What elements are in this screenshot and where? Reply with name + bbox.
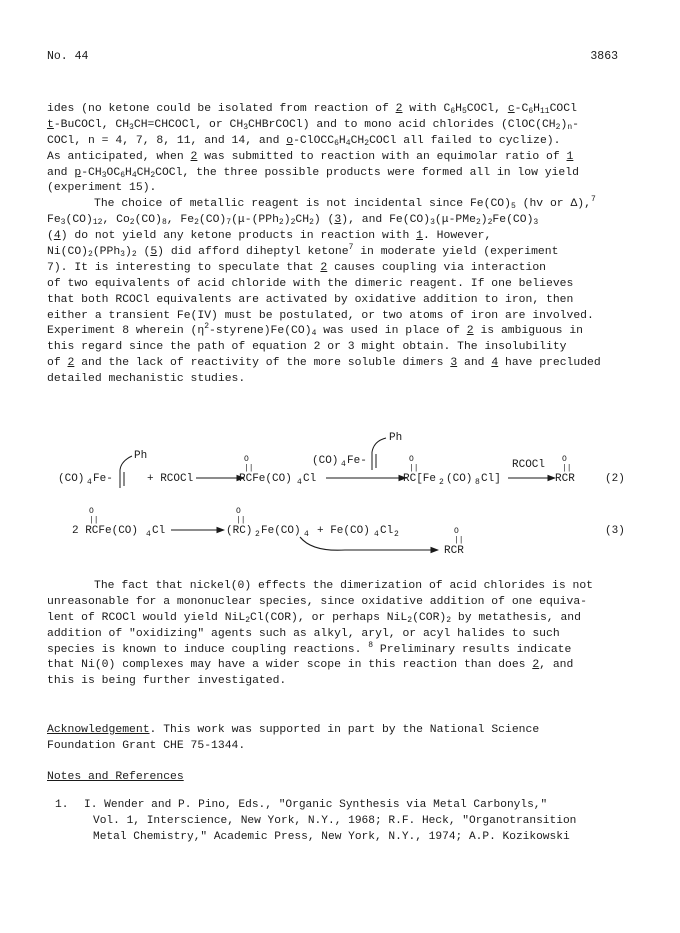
text-line: Acknowledgement. This work was supported in part by the National Science bbox=[47, 724, 540, 736]
text-line: that both RCOCl equivalents are activated by oxidative addition to iron, then bbox=[47, 293, 574, 306]
eq3-fe-sub: 4 bbox=[304, 530, 309, 539]
acknowledgement-title: Acknowledgement bbox=[47, 724, 150, 736]
eq3-two: 2 RCFe(CO) bbox=[72, 525, 139, 537]
text-line: of 2 and the lack of reactivity of the more soluble dimers 3 and 4 have precluded bbox=[47, 357, 601, 370]
text-line: lent of RCOCl would yield NiL$_2$Cl(COR), or perhaps $NiL_2(COR)_2$ by metathesis, and bbox=[47, 611, 581, 625]
text-line: that Ni(0) complexes may have a wider scope in this reaction than does 2, and bbox=[47, 659, 574, 672]
eq2-bar-3: || bbox=[562, 464, 572, 473]
eq2-bar-1: || bbox=[244, 464, 254, 473]
text-line: $Fe_3(CO)_{12}$, $Co_2(CO)_8$, $Fe_2(CO)_7(\mu-(PPh_2)_2CH_2)$ (3), and $Fe(CO)_3(\mu-PMe_2)_2Fe(CO)_3$ bbox=[47, 214, 539, 228]
text-line: (4) do not yield any ketone products in reaction with 1. However, bbox=[47, 230, 492, 243]
eq2-rcr: RCR bbox=[555, 473, 575, 485]
eq2-number: (2) bbox=[605, 473, 625, 485]
text-line: unreasonable for a mononuclear species, since oxidative addition of one equiva- bbox=[47, 595, 588, 608]
eq2-rc-sub2: 8 bbox=[475, 478, 480, 487]
eq3-rc2-sub: 2 bbox=[255, 530, 260, 539]
notes-heading: Notes and References bbox=[47, 771, 184, 783]
text-line: and $p-CH_3OC_6H_4CH_2COCl$, the three possible products were formed all in low yield bbox=[47, 166, 579, 180]
eq3-cl2-sub: 2 bbox=[394, 530, 399, 539]
eq2-rc3: Cl] bbox=[481, 473, 501, 485]
text-line: Metal Chemistry," Academic Press, New York, N.Y., 1974; A.P. Kozikowski bbox=[93, 830, 570, 843]
eq2-co2-sub: 4 bbox=[341, 460, 346, 469]
text-line: t-BuCOCl, $CH_3CH=CHCOCl$, or $CH_3CHBrCOCl$) and to mono acid chlorides ($ClOC(CH_2)_n-$ bbox=[47, 118, 579, 132]
text-line: Experiment 8 wherein $(\eta^2-styrene)Fe(CO)_4$ was used in place of 2 is ambiguous in bbox=[47, 322, 583, 339]
eq2-fe: Fe- bbox=[93, 473, 113, 485]
text-line: detailed mechanistic studies. bbox=[47, 373, 246, 386]
eq3-two-cl: Cl bbox=[152, 525, 166, 537]
eq2-fe2: Fe- bbox=[347, 455, 367, 467]
reference-number: 1. bbox=[55, 799, 69, 811]
paragraph-nickel bbox=[47, 579, 637, 690]
text-line: addition of "oxidizing" agents such as alkyl, aryl, or acyl halides to such bbox=[47, 627, 560, 640]
eq3-number: (3) bbox=[605, 525, 625, 537]
eq2-cl: Cl bbox=[303, 473, 317, 485]
eq2-rcocl: RCOCl bbox=[512, 459, 546, 471]
text-line: As anticipated, when 2 was submitted to reaction with an equimolar ratio of 1 bbox=[47, 150, 574, 163]
eq3-curved-arrow bbox=[300, 537, 438, 550]
text-line: either a transient Fe(IV) must be postulated, or two atoms of iron are involved. bbox=[47, 309, 594, 322]
text-line: $Ni(CO)_2(PPh_3)_2$ (5) did afford diheptyl ketone$^7$ in moderate yield (experiment bbox=[47, 243, 559, 260]
eq2-rcfe-sub: 4 bbox=[297, 478, 302, 487]
eq3-o-1: O bbox=[89, 507, 94, 516]
eq3-plus-sub: 4 bbox=[374, 530, 379, 539]
text-line: The fact that nickel(0) effects the dimerization of acid chlorides is not bbox=[94, 580, 593, 592]
eq2-ph1: Ph bbox=[134, 450, 148, 462]
eq3-two-sub: 4 bbox=[146, 530, 151, 539]
text-line: The choice of metallic reagent is not incidental since $Fe(CO)_5$ (hv or Δ),$^7$ bbox=[94, 195, 596, 212]
text-line: I. Wender and P. Pino, Eds., "Organic Synthesis via Metal Carbonyls," bbox=[84, 799, 548, 811]
text-line: this regard since the path of equation 2 or 3 might obtain. The insolubility bbox=[47, 341, 567, 354]
eq2-ph2: Ph bbox=[389, 432, 403, 444]
eq3-o-2: O bbox=[236, 507, 241, 516]
reference-item bbox=[47, 798, 647, 846]
text-line: this is being further investigated. bbox=[47, 675, 287, 688]
text-line: COCl, n = 4, 7, 8, 11, and 14, and $o-ClOCC_6H_4CH_2COCl$ all failed to cyclize). bbox=[47, 134, 561, 148]
eq2-rc: RC[Fe bbox=[403, 473, 437, 485]
eq3-o-3: O bbox=[454, 527, 459, 536]
eq2-o-1: O bbox=[244, 455, 249, 464]
text-line: 7). It is interesting to speculate that 2 causes coupling via interaction bbox=[47, 261, 547, 274]
eq2-phenyl2-bond bbox=[372, 438, 386, 452]
eq2-o-2: O bbox=[409, 455, 414, 464]
text-line: species is known to induce coupling reactions. $^8$ Preliminary results indicate bbox=[47, 640, 572, 656]
eq2-bar-2: || bbox=[409, 464, 419, 473]
eq2-co: (CO) bbox=[58, 473, 85, 485]
eq2-rcfe: RCFe(CO) bbox=[239, 473, 292, 485]
eq2-phenyl-bond bbox=[120, 456, 132, 470]
paragraph-intro bbox=[47, 102, 637, 388]
text-line: of two equivalents of acid chloride with the dimeric reagent. If one believes bbox=[47, 277, 574, 290]
reference-list bbox=[47, 798, 647, 846]
eq3-plus: + Fe(CO) bbox=[317, 525, 370, 537]
equation-2 bbox=[58, 432, 625, 488]
acknowledgement bbox=[47, 723, 637, 755]
eq3-rcr: RCR bbox=[444, 545, 464, 557]
eq2-plus-rcocl: + RCOCl bbox=[147, 473, 194, 485]
text-line: ides (no ketone could be isolated from reaction of 2 with $C_6H_5COCl$, $c-C_6H_{11}COCl$ bbox=[47, 103, 577, 116]
eq2-co2: (CO) bbox=[312, 455, 339, 467]
eq3-bar-2: || bbox=[236, 516, 246, 525]
eq2-rc-sub1: 2 bbox=[439, 478, 444, 487]
text-line: Foundation Grant CHE 75-1344. bbox=[47, 739, 246, 752]
text-line: (experiment 15). bbox=[47, 182, 157, 195]
page-number: 3863 bbox=[590, 50, 618, 63]
eq3-fe: Fe(CO) bbox=[261, 525, 301, 537]
eq3-bar-1: || bbox=[89, 516, 99, 525]
eq2-co-sub: 4 bbox=[87, 478, 92, 487]
eq2-o-3: O bbox=[562, 455, 567, 464]
journal-issue: No. 44 bbox=[47, 50, 89, 63]
equation-3 bbox=[72, 507, 625, 557]
eq2-rc2: (CO) bbox=[446, 473, 473, 485]
eq3-cl2: Cl bbox=[380, 525, 394, 537]
eq3-bar-3: || bbox=[454, 536, 464, 545]
text-line: Vol. 1, Interscience, New York, N.Y., 1968; R.F. Heck, "Organotransition bbox=[93, 814, 577, 827]
eq3-rc2: (RC) bbox=[226, 525, 253, 537]
